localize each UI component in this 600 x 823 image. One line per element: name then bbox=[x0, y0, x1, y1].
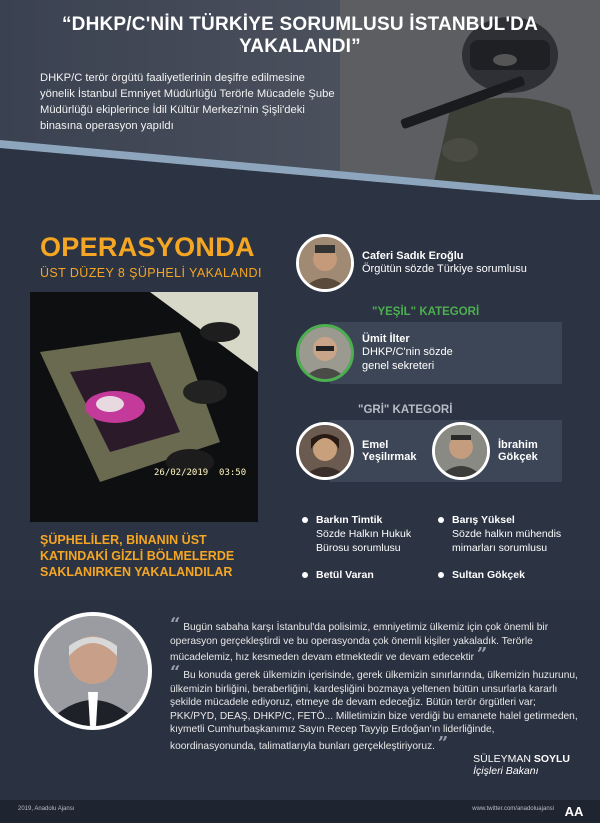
quote-text-2: Bu konuda gerek ülkemizin içerisinde, gerek ülkemizin sınırlarında, ülkemizin huzurunu, ülkemizin birliğini, beraberliğini, kardeşliğini bozmaya yeltenen bütün unsurlarla kararlı şekilde mücadele ediyoruz, etmeye de devam edeceğiz. Bütün terör örgütleri var; PKK/PYD, DEAŞ, DHKP/C, FETÖ... Milletimizin bize verdiği bu emanete halel getirmeden, kıymetli Cumhurbaşkanımız Sayın Recep Tayyip Erdoğan'ın liderliğinde, koordinasyonunda, talimatlarıyla bunları gerçekleştiriyoruz. bbox=[170, 670, 578, 752]
operation-photo bbox=[30, 292, 258, 522]
avatar bbox=[432, 422, 490, 480]
suspect-green bbox=[296, 324, 472, 382]
bullet-dot bbox=[438, 572, 444, 578]
avatar bbox=[296, 324, 354, 382]
avatar bbox=[296, 422, 354, 480]
bullet-name: Barkın Timtik bbox=[316, 514, 383, 526]
photo-timestamp: 26/02/2019 03:50 bbox=[154, 468, 247, 478]
grey-person-2-last: Gökçek bbox=[498, 451, 538, 463]
suspect-bullet-1 bbox=[302, 513, 442, 555]
green-person-name: Ümit İlter bbox=[362, 333, 410, 345]
bullet-dot bbox=[302, 517, 308, 523]
bullet-name: Betül Varan bbox=[316, 569, 374, 581]
footer-url[interactable]: www.twitter.com/anadoluajansi bbox=[472, 806, 554, 812]
open-quote-icon: “ bbox=[170, 662, 181, 683]
green-person-role: DHKP/C'nin sözde genel sekreteri bbox=[362, 346, 453, 372]
avatar bbox=[296, 234, 354, 292]
speaker-last-name: SOYLU bbox=[533, 753, 570, 765]
intro-text: DHKP/C terör örgütü faaliyetlerinin deşifre edilmesine yönelik İstanbul Emniyet Müdürlüğü Terörle Mücadele Şube Müdürlüğü ekiplerince İdil Kültür Merkezi'nin Şişli'deki binasına operasyon yapıldı bbox=[40, 72, 335, 132]
suspect-leader bbox=[296, 234, 527, 292]
speaker-first-name: SÜLEYMAN bbox=[473, 753, 531, 765]
speaker-signature bbox=[473, 753, 570, 777]
suspect-grey-2 bbox=[432, 422, 538, 480]
green-category-label: "YEŞİL" KATEGORİ bbox=[372, 306, 480, 318]
speaker-role: İçişleri Bakanı bbox=[473, 765, 539, 777]
close-quote-icon: ” bbox=[437, 732, 449, 754]
suspect-bullet-4 bbox=[438, 568, 588, 582]
suspect-grey-1 bbox=[296, 422, 416, 480]
leader-role: Örgütün sözde Türkiye sorumlusu bbox=[362, 263, 527, 275]
bullet-name: Sultan Gökçek bbox=[452, 569, 525, 581]
quote-text-1: Bugün sabaha karşı İstanbul'da polisimiz, emniyetimiz ülkemiz için çok önemli bir operasyon gerçekleştirdi ve bu operasyonda çok önemli kişiler yakaladık. Terörle mücadelemiz, hız kesmeden devam etmektedir ve devam edecektir bbox=[170, 622, 549, 663]
grey-category-label: "GRİ" KATEGORİ bbox=[358, 404, 453, 416]
grey-person-2-first: İbrahim bbox=[498, 439, 538, 451]
grey-person-1-last: Yeşilırmak bbox=[362, 451, 417, 463]
operation-title: OPERASYONDA bbox=[40, 232, 255, 262]
open-quote-icon: “ bbox=[170, 614, 181, 635]
bullet-name: Barış Yüksel bbox=[452, 514, 515, 526]
operation-subtitle: ÜST DÜZEY 8 ŞÜPHELİ YAKALANDI bbox=[40, 266, 262, 280]
logo-text: AA bbox=[564, 804, 584, 819]
bullet-desc: Sözde halkın mühendis mimarları sorumlusu bbox=[452, 528, 562, 554]
quote-paragraph-2 bbox=[170, 662, 580, 754]
page-title: “DHKP/C'NİN TÜRKİYE SORUMLUSU İSTANBUL'DA YAKALANDI” bbox=[61, 14, 539, 57]
hidden-compartment-image bbox=[30, 292, 258, 522]
bullet-dot bbox=[302, 572, 308, 578]
suspect-bullet-3 bbox=[302, 568, 442, 582]
quote-paragraph-1 bbox=[170, 614, 580, 665]
leader-name: Caferi Sadık Eroğlu bbox=[362, 250, 464, 262]
grey-person-1-first: Emel bbox=[362, 439, 389, 451]
photo-caption: ŞÜPHELİLER, BİNANIN ÜST KATINDAKİ GİZLİ BÖLMELERDE SAKLANIRKEN YAKALANDILAR bbox=[40, 533, 235, 579]
speaker-avatar bbox=[34, 612, 152, 730]
suspect-bullet-2 bbox=[438, 513, 588, 555]
close-quote-icon: ” bbox=[476, 644, 488, 665]
copyright: 2019, Anadolu Ajansı bbox=[18, 806, 75, 812]
bullet-desc: Sözde Halkın Hukuk Bürosu sorumlusu bbox=[316, 528, 412, 554]
bullet-dot bbox=[438, 517, 444, 523]
aa-logo-icon bbox=[562, 803, 586, 819]
